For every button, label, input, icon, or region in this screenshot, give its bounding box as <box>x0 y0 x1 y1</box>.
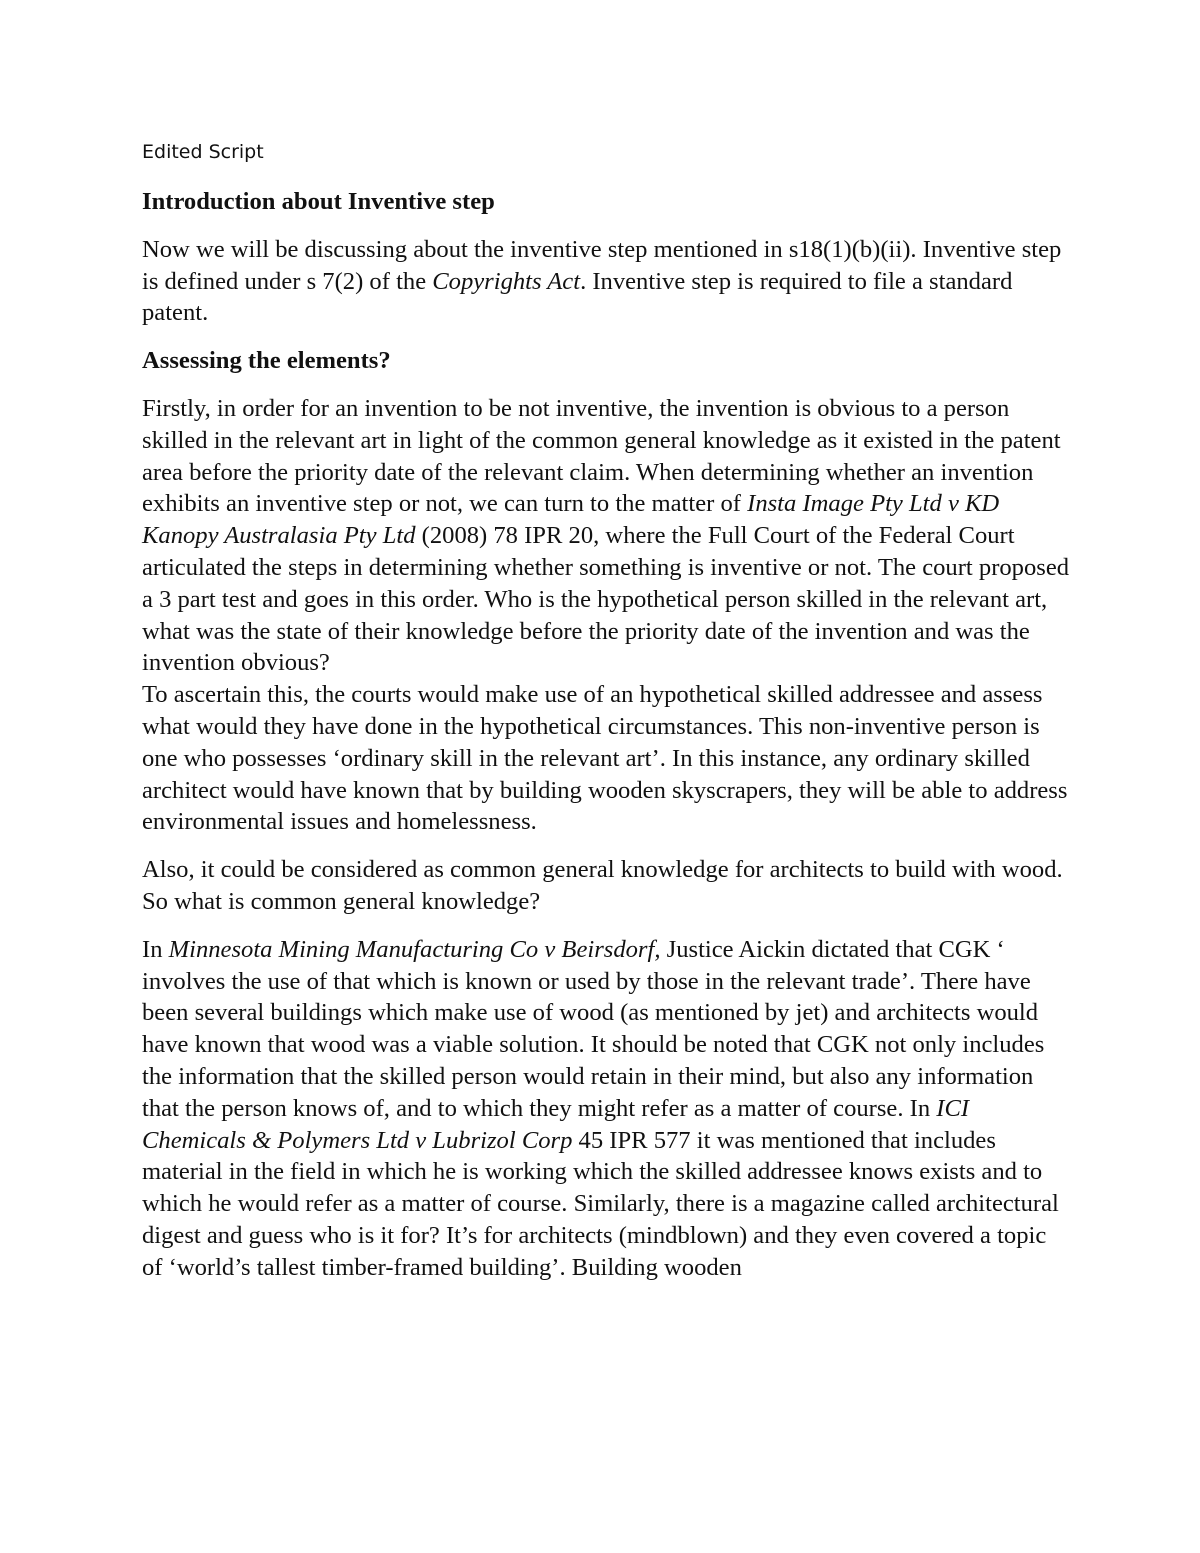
paragraph-text: 45 IPR 577 it was mentioned that includes material in the field in which he is working which the skilled addressee knows exists and to which he would refer as a matter of course. Similarly, there is a magazine called architectural digest and guess who is it for? It’s for architects (mindblown) and they even covered a topic of ‘world’s tallest timber-framed building’. Building wooden <box>142 1126 1059 1281</box>
paragraph-skilled-addressee: To ascertain this, the courts would make use of an hypothetical skilled addressee and assess what would they have done in the hypothetical circumstances. This non-inventive person is one who possesses ‘ordinary skill in the relevant art’. In this instance, any ordinary skilled architect would have known that by building wooden skyscrapers, they will be able to address environmental issues and homelessness. <box>142 681 1068 836</box>
paragraph-cgk-cases <box>142 934 1072 1284</box>
document-header: Edited Script <box>142 141 264 163</box>
paragraph-text: . Inventive step is required to file a standard patent. <box>142 267 1013 327</box>
case-name: ICI Chemicals & Polymers Ltd v Lubrizol Corp <box>142 1094 970 1154</box>
paragraph-text: Now we will be discussing about the inventive step mentioned in s18(1)(b)(ii). Inventive step is defined under s 7(2) of the <box>142 235 1062 295</box>
document-page <box>142 138 1072 1300</box>
act-name: Copyrights Act <box>432 267 581 295</box>
paragraph-text: Firstly, in order for an invention to be not inventive, the invention is obvious to a person skilled in the relevant art in light of the common general knowledge as it existed in the patent area before the priority date of the relevant claim. When determining whether an invention exhibits an inventive step or not, we can turn to the matter of <box>142 394 1061 518</box>
paragraph-text: Justice Aickin dictated that CGK ‘ involves the use of that which is known or used by those in the relevant trade’. There have been several buildings which make use of wood (as mentioned by jet) and architects would have known that wood was a viable solution. It should be noted that CGK not only includes the information that the skilled person would retain in their mind, but also any information that the person knows of, and to which they might refer as a matter of course. In <box>142 935 1045 1122</box>
paragraph-text: (2008) 78 IPR 20, where the Full Court of the Federal Court articulated the steps in determining whether something is inventive or not. The court proposed a 3 part test and goes in this order. Who is the hypothetical person skilled in the relevant art, what was the state of their knowledge before the priority date of the invention and was the invention obvious? <box>142 522 1070 677</box>
case-name: Insta Image Pty Ltd v KD Kanopy Australasia Pty Ltd <box>142 490 1000 550</box>
paragraph-introduction <box>142 234 1072 329</box>
heading-assessing: Assessing the elements? <box>142 347 391 375</box>
heading-introduction: Introduction about Inventive step <box>142 188 495 215</box>
paragraph-text: In <box>142 935 169 963</box>
case-name: Minnesota Mining Manufacturing Co v Beirsdorf, <box>168 935 661 963</box>
paragraph-test <box>142 393 1072 679</box>
paragraph-cgk-question: Also, it could be considered as common general knowledge for architects to build with wood. So what is common general knowledge? <box>142 856 1063 915</box>
